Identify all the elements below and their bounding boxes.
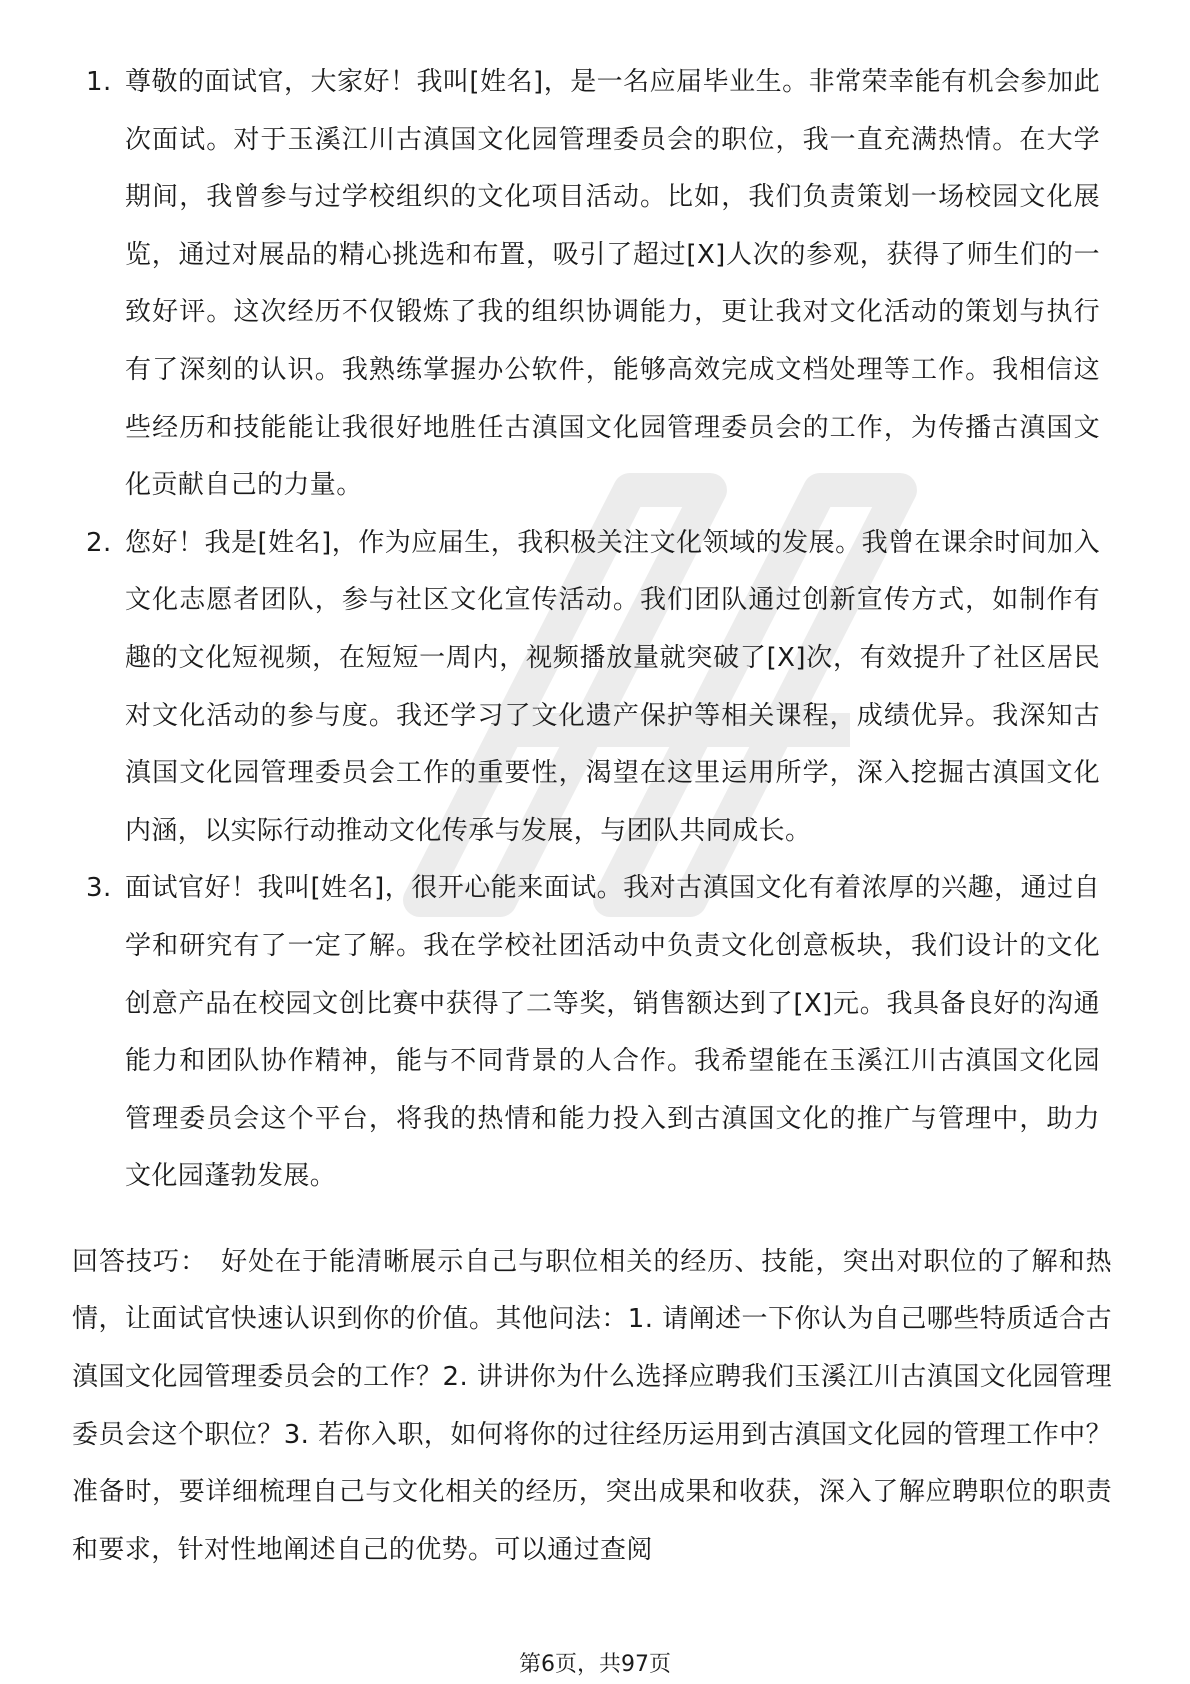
answer-list — [0, 54, 1190, 1206]
list-item-answer-1 — [0, 54, 1190, 515]
page-number-footer: 第6页，共97页 — [519, 1652, 671, 1677]
answer-text: 您好！我是[姓名]，作为应届生，我积极关注文化领域的发展。我曾在课余时间加入文化志愿者团队，参与社区文化宣传活动。我们团队通过创新宣传方式，如制作有趣的文化短视频，在短短一周内，视频播放量就突破了[X]次，有效提升了社区居民对文化活动的参与度。我还学习了文化遗产保护等相关课程，成绩优异。我深知古滇国文化园管理委员会工作的重要性，渴望在这里运用所学，深入挖掘古滇国文化内涵，以实际行动推动文化传承与发展，与团队共同成长。 — [125, 527, 1100, 846]
list-number: 1. — [86, 67, 112, 97]
document-body — [0, 54, 1190, 1579]
answer-text: 面试官好！我叫[姓名]，很开心能来面试。我对古滇国文化有着浓厚的兴趣，通过自学和研究有了一定了解。我在学校社团活动中负责文化创意板块，我们设计的文化创意产品在校园文创比赛中获得了二等奖，销售额达到了[X]元。我具备良好的沟通能力和团队协作精神，能与不同背景的人合作。我希望能在玉溪江川古滇国文化园管理委员会这个平台，将我的热情和能力投入到古滇国文化的推广与管理中，助力文化园蓬勃发展。 — [125, 873, 1100, 1192]
list-item-answer-3 — [0, 860, 1190, 1206]
list-number: 3. — [86, 873, 112, 904]
answer-text: 尊敬的面试官，大家好！我叫[姓名]，是一名应届毕业生。非常荣幸能有机会参加此次面试。对于玉溪江川古滇国文化园管理委员会的职位，我一直充满热情。在大学期间，我曾参与过学校组织的文化项目活动。比如，我们负责策划一场校园文化展览，通过对展品的精心挑选和布置，吸引了超过[X]人次的参观，获得了师生们的一致好评。这次经历不仅锻炼了我的组织协调能力，更让我对文化活动的策划与执行有了深刻的认识。我熟练掌握办公软件，能够高效完成文档处理等工作。我相信这些经历和技能能让我很好地胜任古滇国文化园管理委员会的工作，为传播古滇国文化贡献自己的力量。 — [125, 67, 1100, 501]
tips-text: 好处在于能清晰展示自己与职位相关的经历、技能，突出对职位的了解和热情，让面试官快速认识到你的价值。其他问法：1. 请阐述一下你认为自己哪些特质适合古滇国文化园管理委员会的工作？2. 讲讲你为什么选择应聘我们玉溪江川古滇国文化园管理委员会这个职位？3. 若你入职，如何将你的过往经历运用到古滇国文化园的管理工作中？准备时，要详细梳理自己与文化相关的经历，突出成果和收获，深入了解应聘职位的职责和要求，针对性地阐述自己的优势。可以通过查阅 — [72, 1246, 1112, 1565]
tips-label: 回答技巧： — [72, 1246, 208, 1277]
answer-tips-paragraph — [0, 1234, 1190, 1580]
list-number: 2. — [86, 527, 112, 558]
list-item-answer-2 — [0, 515, 1190, 861]
